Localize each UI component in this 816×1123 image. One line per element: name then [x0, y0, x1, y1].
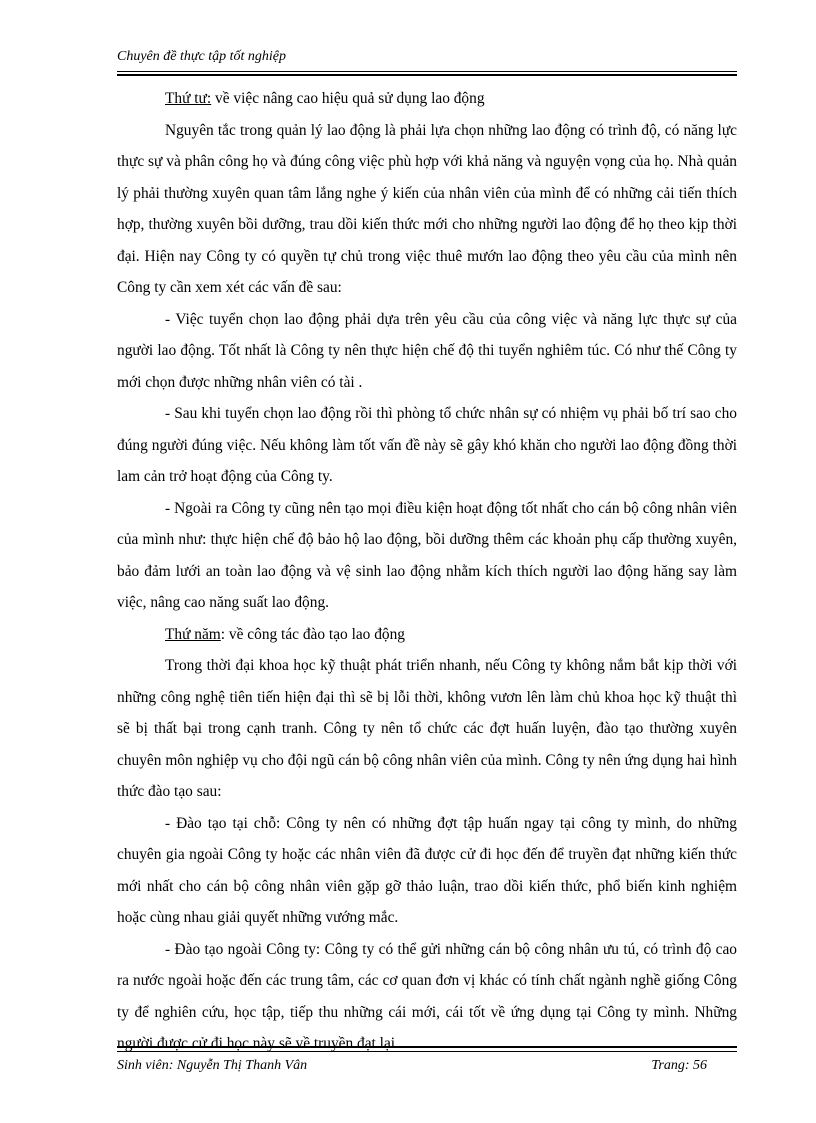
document-body [117, 83, 737, 1060]
heading-label: Thứ năm [165, 625, 221, 643]
footer-page-number: Trang: 56 [651, 1058, 707, 1073]
heading-text: về việc nâng cao hiệu quả sử dụng lao động [211, 90, 485, 107]
page-header [117, 48, 737, 66]
paragraph: - Đào tạo tại chỗ: Công ty nên có những đợt tập huấn ngay tại công ty mình, do những chuyên gia ngoài Công ty hoặc các nhân viên đã được cử đi học đến để truyền đạt những kiến thức mới nhất cho cán bộ công nhân viên gặp gỡ thảo luận, trao dồi kiến thức, phổ biến kinh nghiệm hoặc cùng nhau giải quyết những vướng mắc. [117, 814, 737, 926]
header-title: Chuyên đề thực tập tốt nghiệp [117, 49, 286, 64]
paragraph: Trong thời đại khoa học kỹ thuật phát triển nhanh, nếu Công ty không nắm bắt kịp thời với những công nghệ tiên tiến hiện đại thì sẽ bị lỗi thời, không vươn lên làm chủ khoa học kỹ thuật thì sẽ bị thất bại trong cạnh tranh. Công ty nên tổ chức các đợt huấn luyện, đào tạo thường xuyên chuyên môn nghiệp vụ cho đội ngũ cán bộ công nhân viên của mình. Công ty nên ứng dụng hai hình thức đào tạo sau: [117, 657, 737, 800]
heading-text: : về công tác đào tạo lao động [220, 625, 405, 643]
footer-student-name: Sinh viên: Nguyễn Thị Thanh Vân [117, 1058, 308, 1073]
footer-rule-bottom [117, 1051, 737, 1052]
paragraph: Nguyên tắc trong quản lý lao động là phải lựa chọn những lao động có trình độ, có năng lực thực sự và phân công họ và đúng công việc phù hợp với khả năng và nguyện vọng của họ. Nhà quản lý phải thường xuyên quan tâm lắng nghe ý kiến của nhân viên của mình để có những cải tiến thích hợp, thường xuyên bồi dưỡng, trau dồi kiến thức mới cho những người lao động để họ theo kịp thời đại. Hiện nay Công ty có quyền tự chủ trong việc thuê mướn lao động theo yêu cầu của mình nên Công ty cần xem xét các vấn đề sau: [117, 121, 737, 296]
paragraph: - Ngoài ra Công ty cũng nên tạo mọi điều kiện hoạt động tốt nhất cho cán bộ công nhân viên của mình như: thực hiện chế độ bảo hộ lao động, bồi dưỡng thêm các khoản phụ cấp thường xuyên, bảo đảm lưới an toàn lao động và vệ sinh lao động nhằm kích thích người lao động hăng say làm việc, nâng cao năng suất lao động. [117, 499, 737, 611]
heading-label: Thứ tư: [165, 90, 212, 107]
section-heading-thu-tu [117, 83, 737, 115]
paragraph: - Sau khi tuyển chọn lao động rồi thì phòng tổ chức nhân sự có nhiệm vụ phải bố trí sao cho đúng người đúng việc. Nếu không làm tốt vấn đề này sẽ gây khó khăn cho người lao động đồng thời lam cản trở hoạt động của Công ty. [117, 405, 737, 485]
header-rule-top [117, 71, 737, 72]
section-heading-thu-nam [117, 619, 737, 651]
footer-rule-top [117, 1046, 737, 1048]
paragraph: - Việc tuyển chọn lao động phải dựa trên yêu cầu của công việc và năng lực thực sự của người lao động. Tốt nhất là Công ty nên thực hiện chế độ thi tuyển nghiêm túc. Có như thế Công ty mới chọn được những nhân viên có tài . [117, 310, 737, 391]
paragraph: - Đào tạo ngoài Công ty: Công ty có thể gửi những cán bộ công nhân ưu tú, có trình độ cao ra nước ngoài hoặc đến các trung tâm, các cơ quan đơn vị khác có tính chất ngành nghề giống Công ty để nghiên cứu, học tập, tiếp thu những cái mới, cái tốt về ứng dụng tại Công ty mình. Những người được cử đi học này sẽ về truyền đạt lại [117, 940, 737, 1052]
header-rule-bottom [117, 74, 737, 76]
